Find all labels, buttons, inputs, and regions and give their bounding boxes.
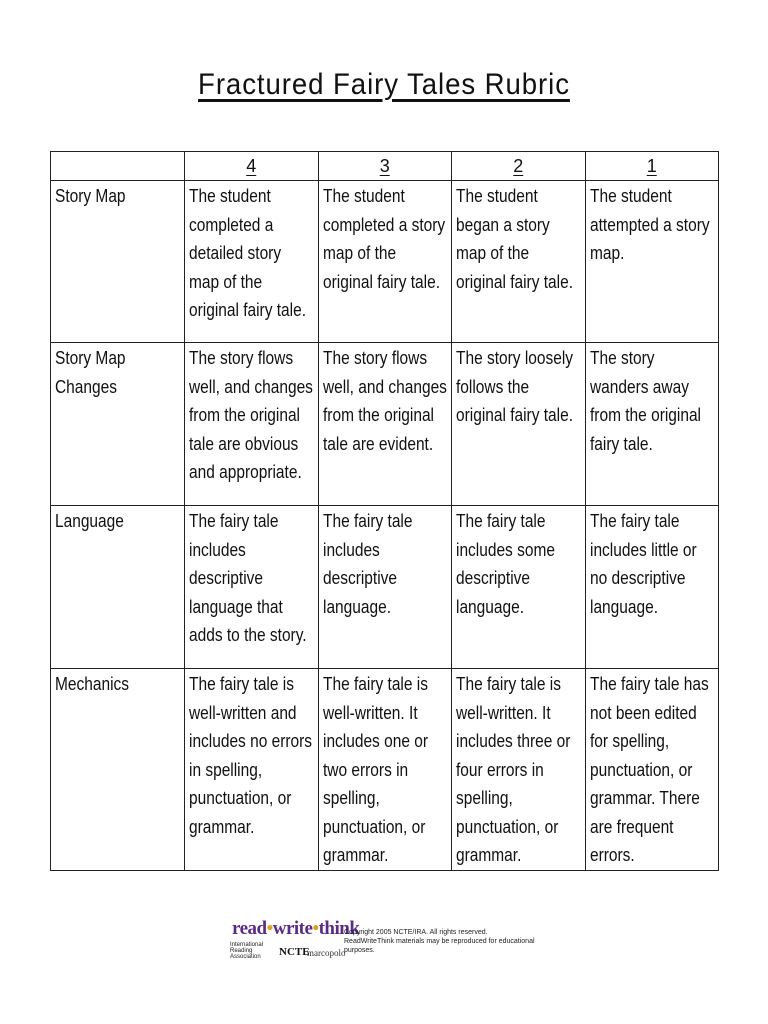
logo-wordmark: read•write•think <box>232 918 360 939</box>
page-title: Fractured Fairy Tales Rubric <box>198 68 570 101</box>
rubric-cell: The fairy tale includes descriptive language. <box>318 506 452 669</box>
rubric-cell: The student attempted a story map. <box>585 181 719 343</box>
rubric-cell: The fairy tale is well-written. It includes one or two errors in spelling, punctuation, or grammar. <box>318 669 452 871</box>
header-score-4: 4 <box>185 152 319 181</box>
ira-logo: International Reading Association <box>230 942 264 960</box>
rubric-cell: The fairy tale is well-written. It includes three or four errors in spelling, punctuation, or grammar. <box>452 669 586 871</box>
header-row <box>51 152 719 181</box>
row-label: Mechanics <box>51 669 185 871</box>
header-score-1: 1 <box>585 152 719 181</box>
marcopolo-logo: marcopolo <box>307 948 346 958</box>
footer <box>228 916 538 966</box>
rubric-cell: The story loosely follows the original fairy tale. <box>452 343 586 506</box>
table-row <box>51 669 719 871</box>
rubric-cell: The story flows well, and changes from the original tale are obvious and appropriate. <box>185 343 319 506</box>
rubric-cell: The story wanders away from the original fairy tale. <box>585 343 719 506</box>
row-label: Story Map <box>51 181 185 343</box>
rubric-cell: The fairy tale includes little or no descriptive language. <box>585 506 719 669</box>
rubric-cell: The story flows well, and changes from the original tale are evident. <box>318 343 452 506</box>
table-row <box>51 181 719 343</box>
rubric-cell: The fairy tale includes descriptive language that adds to the story. <box>185 506 319 669</box>
header-score-2: 2 <box>452 152 586 181</box>
rubric-cell: The student completed a detailed story map of the original fairy tale. <box>185 181 319 343</box>
readwritethink-logo <box>228 916 360 966</box>
row-label: Language <box>51 506 185 669</box>
header-blank-cell <box>51 152 185 181</box>
rubric-cell: The student began a story map of the original fairy tale. <box>452 181 586 343</box>
rubric-cell: The fairy tale is well-written and includes no errors in spelling, punctuation, or grammar. <box>185 669 319 871</box>
ncte-logo: NCTE <box>279 946 310 958</box>
table-row <box>51 343 719 506</box>
row-label: Story Map Changes <box>51 343 185 506</box>
copyright-notice: Copyright 2005 NCTE/IRA. All rights reserved. ReadWriteThink materials may be reproduced for educational purposes. <box>344 929 535 954</box>
rubric-cell: The student completed a story map of the original fairy tale. <box>318 181 452 343</box>
table-row <box>51 506 719 669</box>
rubric-table <box>50 151 719 871</box>
rubric-cell: The fairy tale includes some descriptive language. <box>452 506 586 669</box>
rubric-cell: The fairy tale has not been edited for spelling, punctuation, or grammar. There are frequent errors. <box>585 669 719 871</box>
header-score-3: 3 <box>318 152 452 181</box>
